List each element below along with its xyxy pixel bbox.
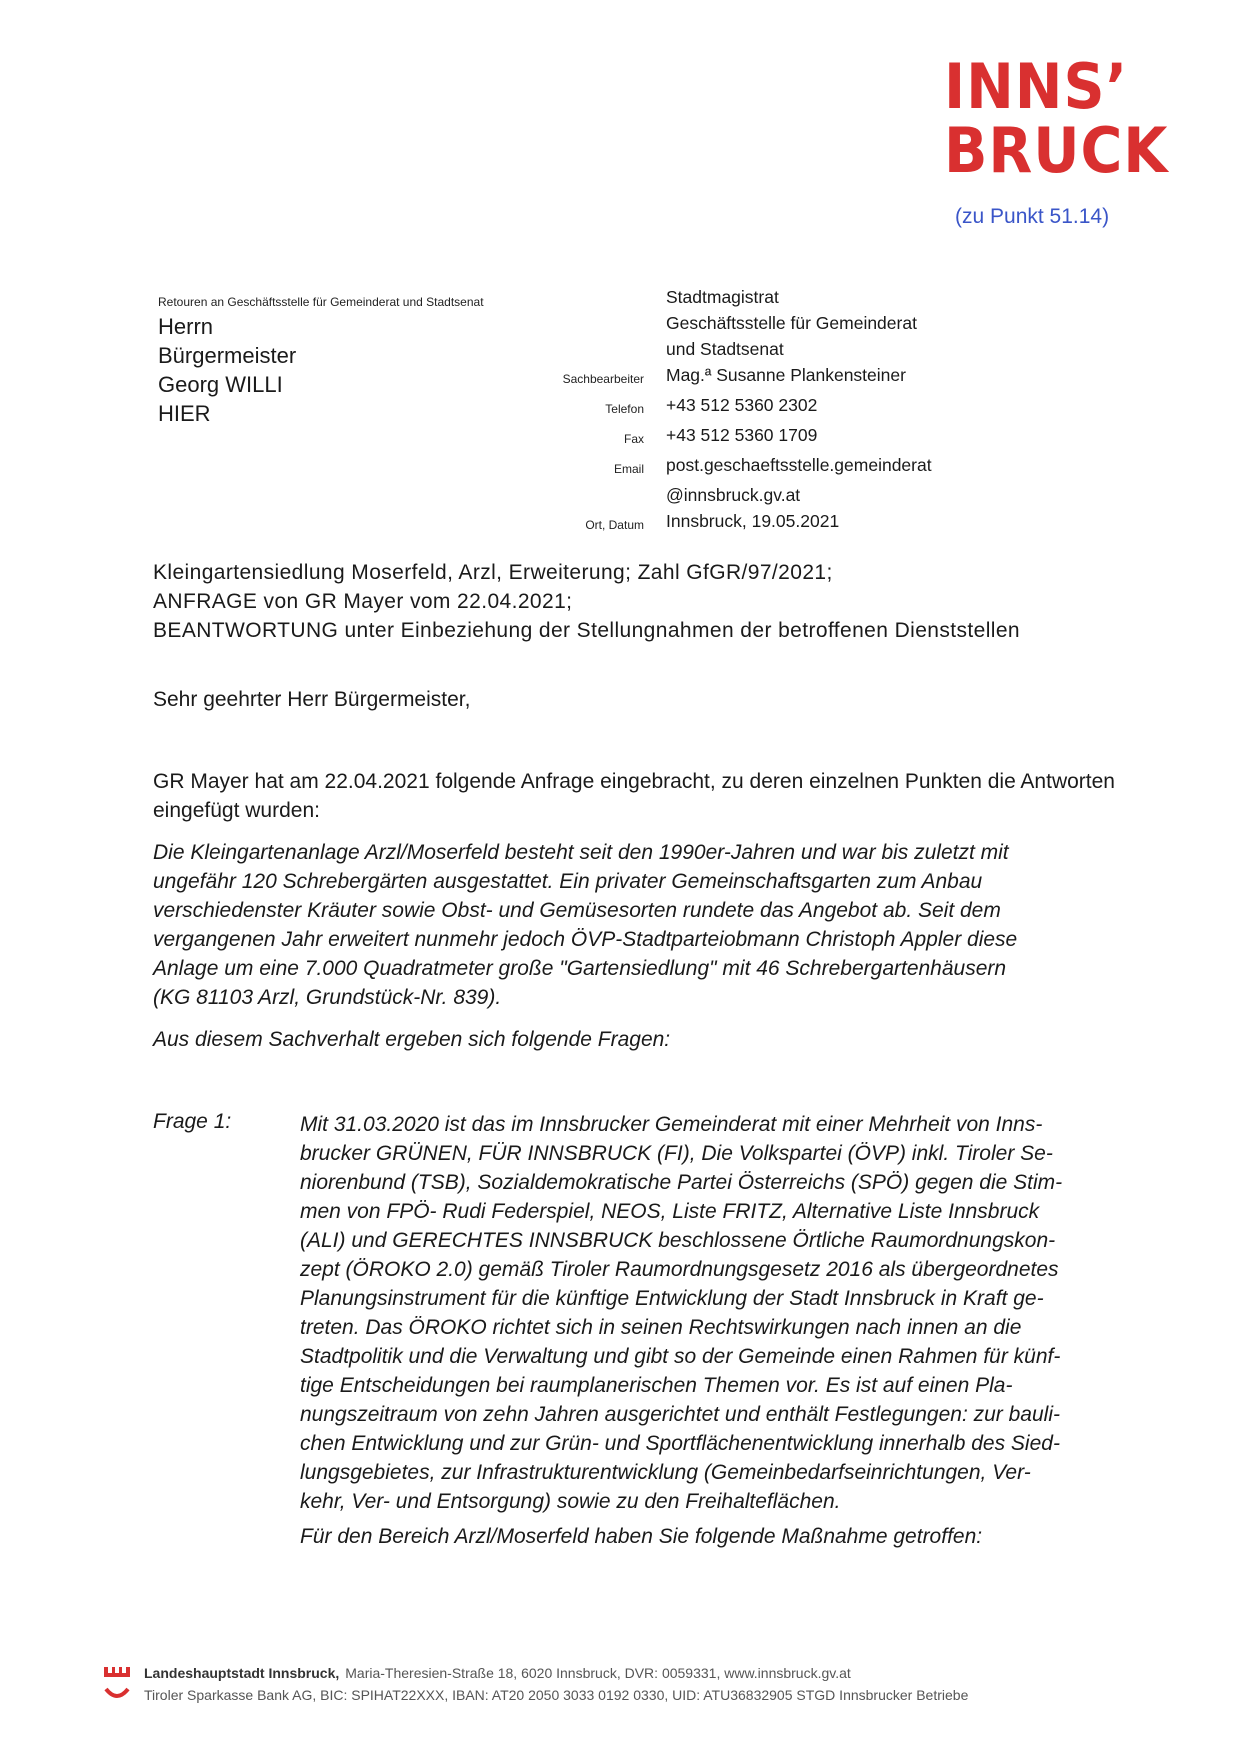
question-line: chen Entwicklung und zur Grün- und Sportflächenentwicklung innerhalb des Sied- (300, 1432, 1060, 1455)
question-1-text (300, 1110, 1140, 1516)
questions-intro: Aus diesem Sachverhalt ergeben sich folgende Fragen: (153, 1028, 671, 1051)
intro-paragraph: GR Mayer hat am 22.04.2021 folgende Anfrage eingebracht, zu deren einzelnen Punkten die Antworten eingefügt wurden: (153, 770, 1115, 822)
question-line: Stadtpolitik und die Verwaltung und gibt so der Gemeinde einen Rahmen für künf- (300, 1345, 1061, 1368)
city-crest-icon (102, 1664, 132, 1682)
letter-footer (102, 1662, 1152, 1706)
question-line: brucker GRÜNEN, FÜR INNSBRUCK (FI), Die Volkspartei (ÖVP) inkl. Tiroler Se- (300, 1142, 1053, 1165)
logo-line-1: INNS’ (944, 50, 1129, 123)
contact-email-domain: @innsbruck.gv.at (666, 485, 801, 505)
footer-address: Maria-Theresien-Straße 18, 6020 Innsbruck, DVR: 0059331, www.innsbruck.gv.at (345, 1665, 851, 1681)
contact-label: Email (613, 462, 644, 476)
return-address-line: Retouren an Geschäftsstelle für Gemeinderat und Stadtsenat (158, 295, 484, 309)
question-line: tige Entscheidungen bei raumplanerischen Themen vor. Es ist auf einen Pla- (300, 1374, 1013, 1397)
salutation: Sehr geehrter Herr Bürgermeister, (153, 688, 471, 711)
footer-bank-details: Tiroler Sparkasse Bank AG, BIC: SPIHAT22XXX, IBAN: AT20 2050 3033 0192 0330, UID: ATU36832905 STGD Innsbrucker Betriebe (144, 1687, 969, 1703)
question-line: nungszeitraum von zehn Jahren ausgerichtet und enthält Festlegungen: zur bauli- (300, 1403, 1060, 1426)
contact-label (520, 482, 666, 508)
contact-phone: +43 512 5360 2302 (666, 395, 818, 415)
quote-line: Anlage um eine 7.000 Quadratmeter große "Gartensiedlung" mit 46 Schrebergartenhäusern (153, 957, 1007, 980)
subject-line: BEANTWORTUNG unter Einbeziehung der Stellungnahmen der betroffenen Dienststellen (153, 619, 1021, 642)
contact-email: post.geschaeftsstelle.gemeinderat (666, 455, 932, 475)
sender-contact-block (520, 284, 1040, 538)
recipient-line: Herrn (158, 314, 214, 339)
sender-department-cont: und Stadtsenat (666, 339, 784, 359)
crest-arc-icon (102, 1686, 132, 1704)
contact-place-date: Innsbruck, 19.05.2021 (666, 511, 840, 531)
recipient-line: Bürgermeister (158, 343, 297, 368)
question-line: niorenbund (TSB), Sozialdemokratische Partei Österreichs (SPÖ) gegen die Stim- (300, 1171, 1063, 1194)
recipient-line: HIER (158, 401, 211, 426)
question-line: zept (ÖROKO 2.0) gemäß Tiroler Raumordnungsgesetz 2016 als übergeordnetes (300, 1258, 1059, 1281)
sender-department: Geschäftsstelle für Gemeinderat (666, 313, 917, 333)
measure-intro: Für den Bereich Arzl/Moserfeld haben Sie folgende Maßnahme getroffen: (300, 1525, 983, 1548)
contact-label: Ort, Datum (585, 518, 644, 532)
question-line: kehr, Ver- und Entsorgung) sowie zu den Freihalteflächen. (300, 1490, 841, 1513)
recipient-address (158, 312, 296, 428)
contact-label: Sachbearbeiter (562, 372, 644, 386)
question-line: Planungsinstrument für die künftige Entwicklung der Stadt Innsbruck in Kraft ge- (300, 1287, 1044, 1310)
question-1-label: Frage 1: (153, 1110, 232, 1133)
quote-line: vergangenen Jahr erweitert nunmehr jedoch ÖVP-Stadtparteiobmann Christoph Appler diese (153, 928, 1018, 951)
letter-subject (153, 558, 1020, 645)
subject-line: Kleingartensiedlung Moserfeld, Arzl, Erweiterung; Zahl GfGR/97/2021; (153, 561, 833, 584)
question-line: men von FPÖ- Rudi Federspiel, NEOS, Liste FRITZ, Alternative Liste Innsbruck (300, 1200, 1040, 1223)
quote-line: verschiedenster Kräuter sowie Obst- und Gemüsesorten rundete das Angebot ab. Seit dem (153, 899, 1001, 922)
quote-line: ungefähr 120 Schrebergärten ausgestattet. Ein privater Gemeinschaftsgarten zum Anbau (153, 870, 983, 893)
logo-line-2: BRUCK (944, 114, 1169, 187)
question-line: Mit 31.03.2020 ist das im Innsbrucker Gemeinderat mit einer Mehrheit von Inns- (300, 1113, 1043, 1136)
contact-fax: +43 512 5360 1709 (666, 425, 818, 445)
subject-line: ANFRAGE von GR Mayer vom 22.04.2021; (153, 590, 573, 613)
agenda-point-reference: (zu Punkt 51.14) (955, 205, 1110, 228)
question-line: lungsgebietes, zur Infrastrukturentwicklung (Gemeinbedarfseinrichtungen, Ver- (300, 1461, 1031, 1484)
question-line: (ALI) und GERECHTES INNSBRUCK beschlossene Örtliche Raumordnungskon- (300, 1229, 1056, 1252)
innsbruck-logo (944, 50, 1184, 187)
quote-line: (KG 81103 Arzl, Grundstück-Nr. 839). (153, 986, 502, 1009)
footer-city-name: Landeshauptstadt Innsbruck, (144, 1665, 340, 1681)
contact-clerk: Mag.ª Susanne Plankensteiner (666, 365, 906, 385)
question-line: treten. Das ÖROKO richtet sich in seinen Rechtswirkungen nach innen an die (300, 1316, 1022, 1339)
recipient-line: Georg WILLI (158, 372, 283, 397)
quote-line: Die Kleingartenanlage Arzl/Moserfeld besteht seit den 1990er-Jahren und war bis zuletzt mit (153, 841, 1009, 864)
contact-label: Fax (623, 432, 644, 446)
contact-label: Telefon (605, 402, 644, 416)
sender-org: Stadtmagistrat (666, 287, 779, 307)
inquiry-facts-paragraph (153, 838, 1143, 1012)
